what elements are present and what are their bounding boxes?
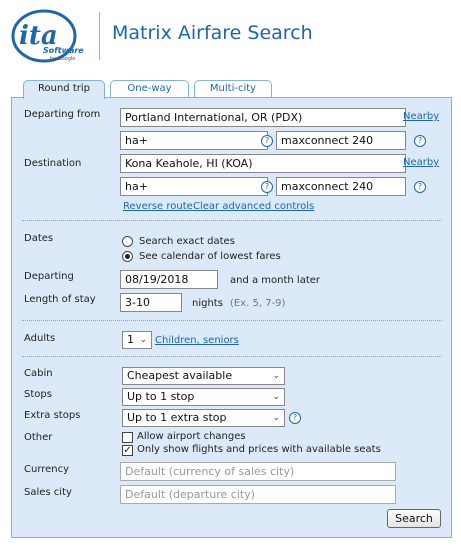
destination-nearby-link[interactable]: Nearby [403, 157, 440, 168]
section-divider [22, 220, 442, 221]
stops-select-value: Up to 1 stop [127, 390, 195, 403]
origin-extension-input[interactable]: maxconnect 240 [276, 131, 406, 150]
section-divider [22, 320, 442, 321]
length-of-stay-input[interactable]: 3-10 [120, 293, 182, 312]
logo-by-text: by Google [50, 56, 76, 62]
children-seniors-link[interactable]: Children, seniors [155, 335, 239, 346]
adults-select-value: 1 [127, 333, 134, 346]
destination-extension-input[interactable]: maxconnect 240 [276, 177, 406, 196]
header-divider [99, 12, 100, 60]
cabin-select-value: Cheapest available [127, 369, 233, 382]
extra-stops-select-value: Up to 1 extra stop [127, 411, 227, 424]
header [0, 0, 461, 74]
cabin-label: Cabin [24, 368, 53, 379]
reverse-route-link[interactable]: Reverse route [123, 201, 193, 212]
destination-label: Destination [24, 158, 82, 169]
page-title: Matrix Airfare Search [112, 22, 313, 44]
adults-select[interactable] [122, 331, 152, 349]
chevron-down-icon: ⌄ [272, 371, 280, 381]
calendar-lowest-fares-label: See calendar of lowest fares [139, 251, 281, 262]
origin-extension-help-icon[interactable]: ? [414, 135, 426, 147]
tab-round-trip[interactable]: Round trip [23, 80, 105, 99]
tab-one-way[interactable]: One-way [110, 80, 189, 98]
nights-label: nights [192, 298, 223, 309]
origin-routing-input[interactable]: ha+ [120, 131, 268, 150]
destination-airport-input[interactable]: Kona Keahole, HI (KOA) [120, 154, 406, 173]
departing-date-input[interactable]: 08/19/2018 [120, 270, 218, 289]
length-of-stay-label: Length of stay [24, 294, 96, 305]
logo-sub-text: Software [43, 46, 84, 55]
section-divider [22, 356, 442, 357]
chevron-down-icon: ⌄ [272, 413, 280, 423]
other-label: Other [24, 432, 53, 443]
currency-input[interactable]: Default (currency of sales city) [120, 462, 396, 481]
only-available-seats-checkbox[interactable]: ✓ [123, 445, 132, 456]
stops-select[interactable] [122, 388, 285, 406]
extra-stops-label: Extra stops [24, 410, 81, 421]
stops-label: Stops [24, 389, 52, 400]
only-available-seats-label: Only show flights and prices with available seats [137, 444, 381, 455]
extra-stops-help-icon[interactable]: ? [289, 412, 301, 424]
ita-software-logo [10, 8, 90, 64]
logo-main-text: ita [19, 21, 58, 51]
chevron-down-icon: ⌄ [139, 335, 147, 345]
origin-nearby-link[interactable]: Nearby [403, 111, 440, 122]
origin-routing-help-icon[interactable]: ? [261, 135, 273, 147]
departing-date-suffix: and a month later [230, 275, 321, 286]
cabin-select[interactable] [122, 367, 285, 385]
chevron-down-icon: ⌄ [272, 392, 280, 402]
calendar-lowest-fares-radio[interactable] [122, 251, 133, 262]
departing-from-label: Departing from [24, 109, 101, 120]
destination-extension-help-icon[interactable]: ? [414, 181, 426, 193]
sales-city-label: Sales city [24, 487, 72, 498]
length-of-stay-hint: (Ex. 5, 7-9) [230, 298, 286, 309]
currency-label: Currency [24, 464, 70, 475]
sales-city-input[interactable]: Default (departure city) [120, 485, 396, 504]
destination-routing-input[interactable]: ha+ [120, 177, 268, 196]
allow-airport-changes-label: Allow airport changes [137, 431, 246, 442]
allow-airport-changes-checkbox[interactable] [122, 432, 133, 443]
search-exact-dates-label: Search exact dates [139, 236, 235, 247]
origin-airport-input[interactable]: Portland International, OR (PDX) [120, 108, 406, 127]
tab-multi-city[interactable]: Multi-city [194, 80, 272, 98]
search-exact-dates-radio[interactable] [122, 236, 133, 247]
search-button[interactable]: Search [387, 509, 441, 528]
search-form-panel [11, 97, 452, 538]
dates-label: Dates [24, 233, 54, 244]
clear-advanced-controls-link[interactable]: Clear advanced controls [193, 201, 315, 212]
extra-stops-select[interactable] [122, 409, 285, 427]
departing-label: Departing [24, 271, 74, 282]
adults-label: Adults [24, 333, 56, 344]
destination-routing-help-icon[interactable]: ? [261, 181, 273, 193]
